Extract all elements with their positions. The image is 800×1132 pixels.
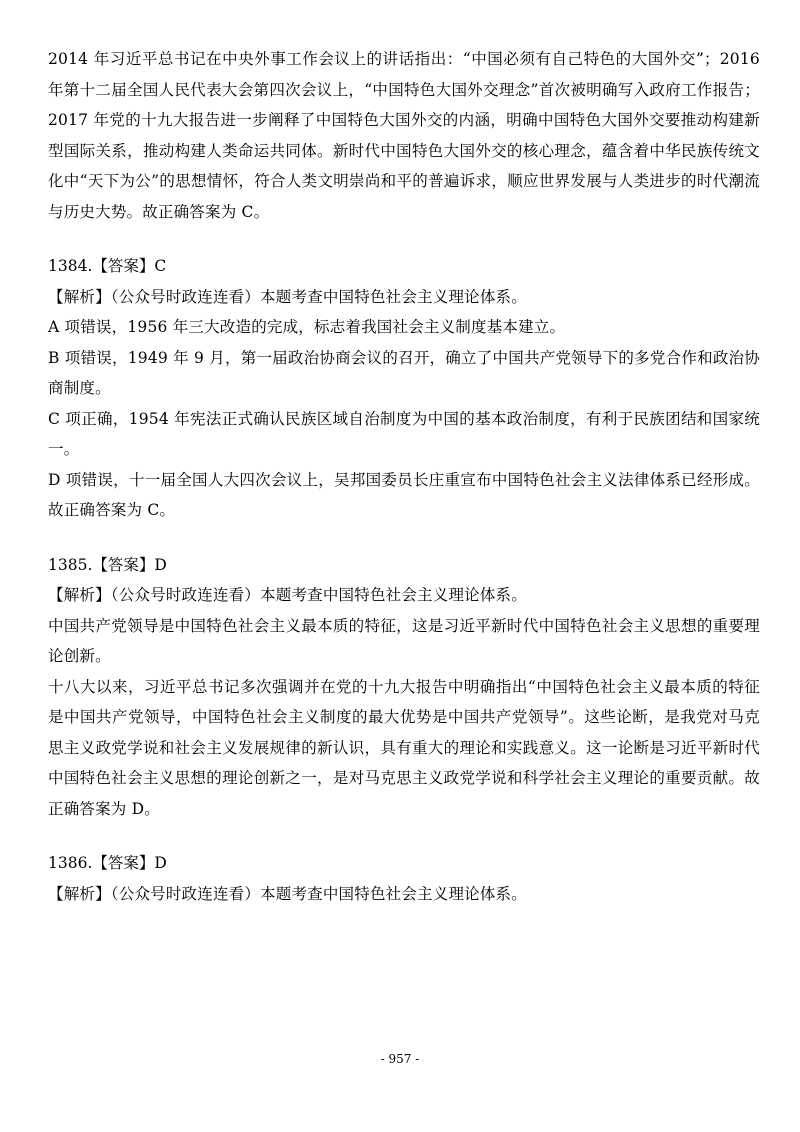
- question-1385: [48, 550, 760, 825]
- analysis-1384: 【解析】（公众号时政连连看）本题考查中国特色社会主义理论体系。: [48, 287, 527, 306]
- page-number: - 957 -: [380, 1052, 420, 1066]
- intro-paragraph: 2014 年习近平总书记在中央外事工作会议上的讲话指出：“中国必须有自己特色的大国外交”；2016 年第十二届全国人民代表大会第四次会议上，“中国特色大国外交理念”首次被明确写入政府工作报告；2017 年党的十九大报告进一步阐释了中国特色大国外交的内涵，明确中国特色大国外交要推动构建新型国际关系，推动构建人类命运共同体。新时代中国特色大国外交的核心理念，蕴含着中华民族传统文化中“天下为公”的思想情怀，符合人类文明崇尚和平的普遍诉求，顺应世界发展与人类进步的时代潮流与历史大势。故正确答案为 C。: [48, 50, 760, 221]
- option-a-1384: A 项错误，1956 年三大改造的完成，标志着我国社会主义制度基本建立。: [48, 318, 566, 336]
- question-1386: [48, 848, 760, 909]
- answer-line-1384: 1384.【答案】C: [48, 257, 167, 275]
- document-page: [48, 44, 760, 909]
- option-d-1384: D 项错误，十一届全国人大四次会议上，吴邦国委员长庄重宣布中国特色社会主义法律体系已经形成。故正确答案为 C。: [48, 470, 760, 519]
- question-1384: [48, 251, 760, 526]
- answer-line-1385: 1385.【答案】D: [48, 555, 167, 574]
- paragraph-1385-2: 十八大以来，习近平总书记多次强调并在党的十九大报告中明确指出“中国特色社会主义最本质的特征是中国共产党领导，中国特色社会主义制度的最大优势是中国共产党领导”。这些论断，是我党对马克思主义政党学说和社会主义发展规律的新认识，具有重大的理论和实践意义。这一论断是习近平新时代中国特色社会主义思想的理论创新之一，是对马克思主义政党学说和科学社会主义理论的重要贡献。故正确答案为 D。: [48, 677, 760, 818]
- answer-line-1386: 1386.【答案】D: [48, 854, 167, 872]
- option-c-1384: C 项正确，1954 年宪法正式确认民族区域自治制度为中国的基本政治制度，有利于民族团结和国家统一。: [48, 409, 760, 458]
- option-b-1384: B 项错误，1949 年 9 月，第一届政治协商会议的召开，确立了中国共产党领导下的多党合作和政治协商制度。: [48, 348, 760, 397]
- analysis-1386: 【解析】（公众号时政连连看）本题考查中国特色社会主义理论体系。: [48, 884, 527, 903]
- analysis-1385: 【解析】（公众号时政连连看）本题考查中国特色社会主义理论体系。: [48, 586, 527, 604]
- paragraph-1385-1: 中国共产党领导是中国特色社会主义最本质的特征，这是习近平新时代中国特色社会主义思想的重要理论创新。: [48, 616, 760, 665]
